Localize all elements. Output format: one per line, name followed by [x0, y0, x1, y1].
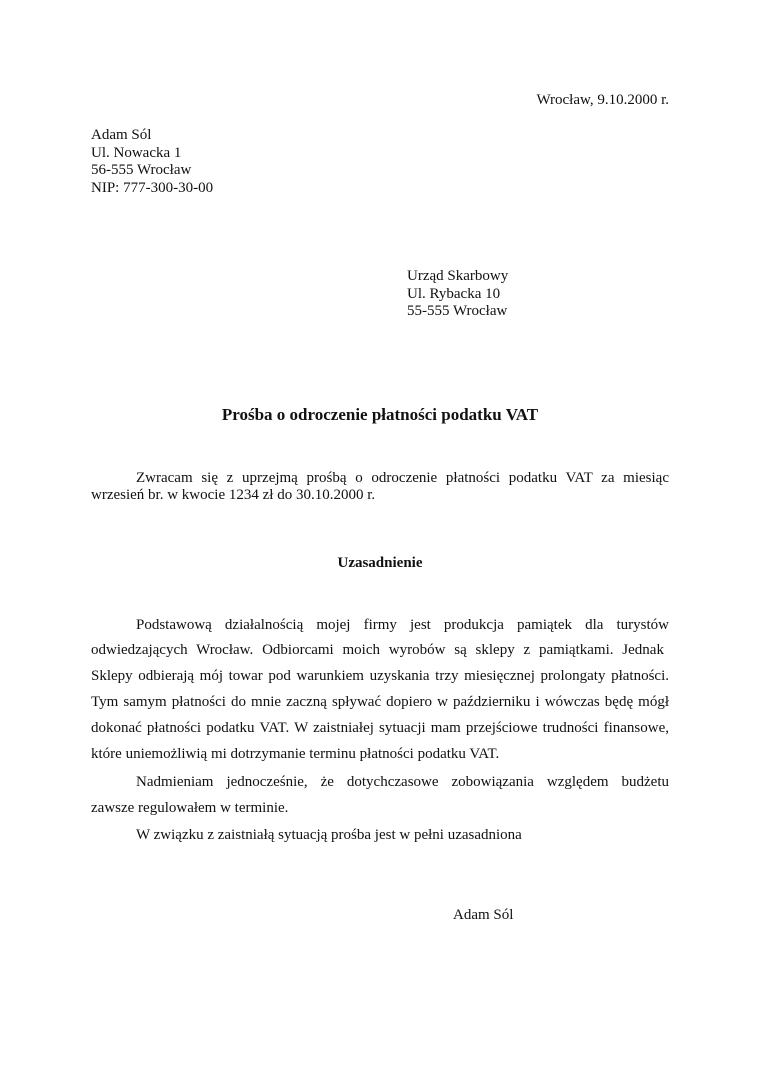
date-line: Wrocław, 9.10.2000 r.: [536, 92, 669, 108]
text-line: Zwracam się z uprzejmą prośbą o odroczenie płatności podatku VAT za miesiąc: [136, 470, 669, 486]
sender-nip: NIP: 777-300-30-00: [91, 180, 214, 196]
recipient-street: Ul. Rybacka 10: [407, 286, 501, 302]
signature: Adam Sól: [453, 907, 514, 923]
sender-name: Adam Sól: [91, 127, 152, 143]
recipient-city: 55-555 Wrocław: [407, 303, 508, 319]
text-line: które uniemożliwią mi dotrzymanie terminu płatności podatku VAT.: [91, 746, 500, 762]
recipient-name: Urząd Skarbowy: [407, 268, 509, 284]
letter-title: Prośba o odroczenie płatności podatku VAT: [221, 405, 539, 424]
text-line: dokonać płatności podatku VAT. W zaistniałej sytuacji mam przejściowe trudności finansowe,: [91, 720, 669, 736]
text-line: W związku z zaistniałą sytuacją prośba jest w pełni uzasadniona: [136, 827, 522, 843]
text-line: wrzesień br. w kwocie 1234 zł do 30.10.2000 r.: [91, 487, 376, 503]
text-line: Nadmieniam jednocześnie, że dotychczasowe zobowiązania względem budżetu: [136, 774, 669, 790]
sender-city: 56-555 Wrocław: [91, 162, 192, 178]
justification-heading: Uzasadnienie: [337, 555, 423, 571]
text-line: Sklepy odbierają mój towar pod warunkiem uzyskania trzy miesięcznej prolongaty płatności.: [91, 668, 669, 684]
text-line: odwiedzających Wrocław. Odbiorcami moich wyrobów są sklepy z pamiątkami. Jednak: [91, 642, 664, 658]
text-line: zawsze regulowałem w terminie.: [91, 800, 289, 816]
text-line: Tym samym płatności do mnie zaczną spływać dopiero w październiku i wówczas będę mógł: [91, 694, 669, 710]
text-line: Podstawową działalnością mojej firmy jest produkcja pamiątek dla turystów: [136, 617, 669, 633]
sender-street: Ul. Nowacka 1: [91, 145, 182, 161]
